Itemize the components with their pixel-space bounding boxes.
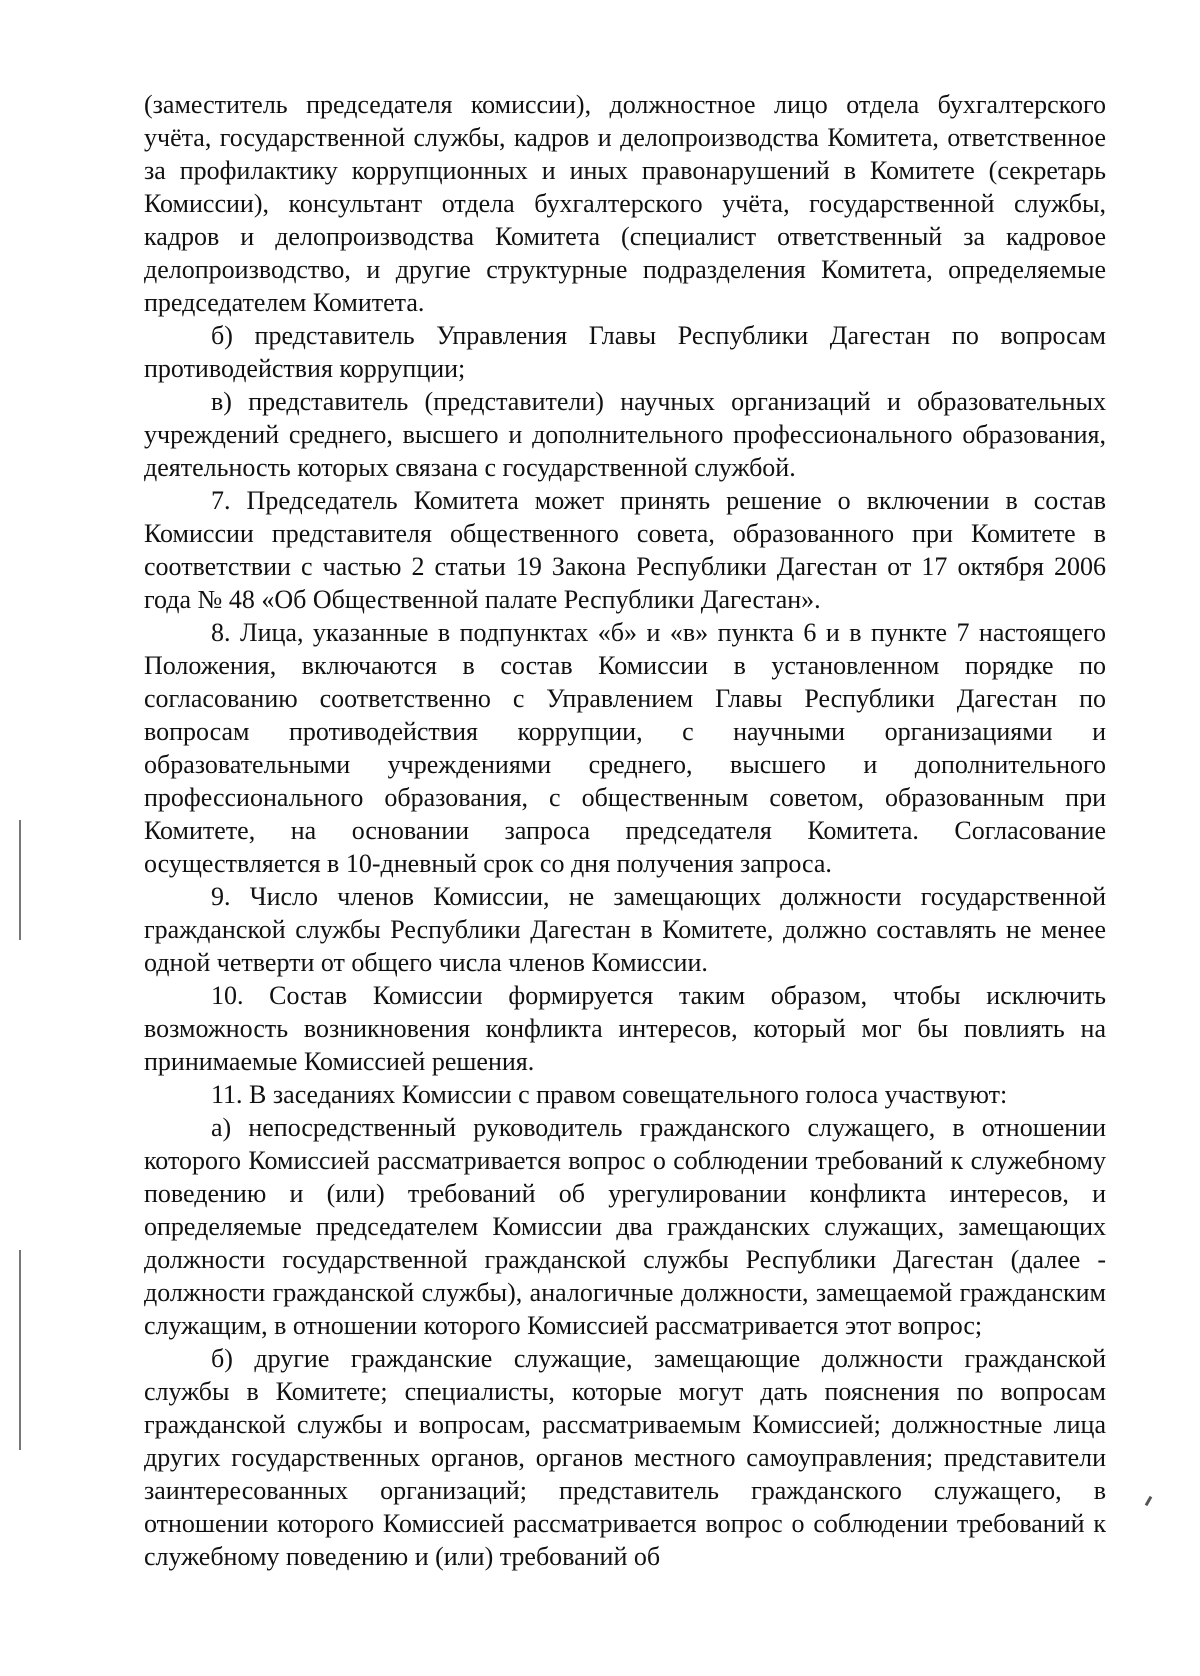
- scan-artifact-line: [19, 820, 21, 940]
- paragraph-continuation: (заместитель председателя комиссии), должностное лицо отдела бухгалтерского учёта, государственной службы, кадров и делопроизводства Комитета, ответственное за профилактику коррупционных и иных правонарушений в Комитете (секретарь Комиссии), консультант отдела бухгалтерского учёта, государственной службы, кадров и делопроизводства Комитета (специалист ответственный за кадровое делопроизводство, и другие структурные подразделения Комитета, определяемые председателем Комитета.: [144, 90, 1106, 317]
- paragraph-clause-7: 7. Председатель Комитета может принять решение о включении в состав Комиссии представителя общественного совета, образованного при Комитете в соответствии с частью 2 статьи 19 Закона Республики Дагестан от 17 октября 2006 года № 48 «Об Общественной палате Республики Дагестан».: [144, 486, 1106, 614]
- paragraph-clause-10: 10. Состав Комиссии формируется таким образом, чтобы исключить возможность возникновения конфликта интересов, который мог бы повлиять на принимаемые Комиссией решения.: [144, 981, 1106, 1076]
- scan-artifact-line: [19, 1250, 21, 1450]
- paragraph-item-b: б) представитель Управления Главы Республики Дагестан по вопросам противодействия коррупции;: [144, 321, 1106, 383]
- paragraph-clause-11: 11. В заседаниях Комиссии с правом совещательного голоса участвуют:: [211, 1080, 1008, 1109]
- paragraph-item-v: в) представитель (представители) научных организаций и образовательных учреждений среднего, высшего и дополнительного профессионального образования, деятельность которых связана с государственной службой.: [144, 387, 1106, 482]
- paragraph-clause-9: 9. Число членов Комиссии, не замещающих должности государственной гражданской службы Республики Дагестан в Комитете, должно составлять не менее одной четверти от общего числа членов Комиссии.: [144, 882, 1106, 977]
- document-body: [144, 88, 1106, 1573]
- paragraph-clause-8: 8. Лица, указанные в подпунктах «б» и «в» пункта 6 и в пункте 7 настоящего Положения, включаются в состав Комиссии в установленном порядке по согласованию соответственно с Управлением Главы Республики Дагестан по вопросам противодействия коррупции, с научными организациями и образовательными учреждениями среднего, высшего и дополнительного профессионального образования, с общественным советом, образованным при Комитете, на основании запроса председателя Комитета. Согласование осуществляется в 10-дневный срок со дня получения запроса.: [144, 618, 1106, 878]
- paragraph-item-a: а) непосредственный руководитель гражданского служащего, в отношении которого Комиссией рассматривается вопрос о соблюдении требований к служебному поведению и (или) требований об урегулировании конфликта интересов, и определяемые председателем Комиссии два гражданских служащих, замещающих должности государственной гражданской службы Республики Дагестан (далее - должности гражданской службы), аналогичные должности, замещаемой гражданским служащим, в отношении которого Комиссией рассматривается этот вопрос;: [144, 1113, 1106, 1340]
- paragraph-item-b-second: б) другие гражданские служащие, замещающие должности гражданской службы в Комитете; специалисты, которые могут дать пояснения по вопросам гражданской службы и вопросам, рассматриваемым Комиссией; должностные лица других государственных органов, органов местного самоуправления; представители заинтересованных организаций; представитель гражданского служащего, в отношении которого Комиссией рассматривается вопрос о соблюдении требований к служебному поведению и (или) требований об: [144, 1344, 1106, 1571]
- scan-artifact-mark: [1145, 1496, 1153, 1506]
